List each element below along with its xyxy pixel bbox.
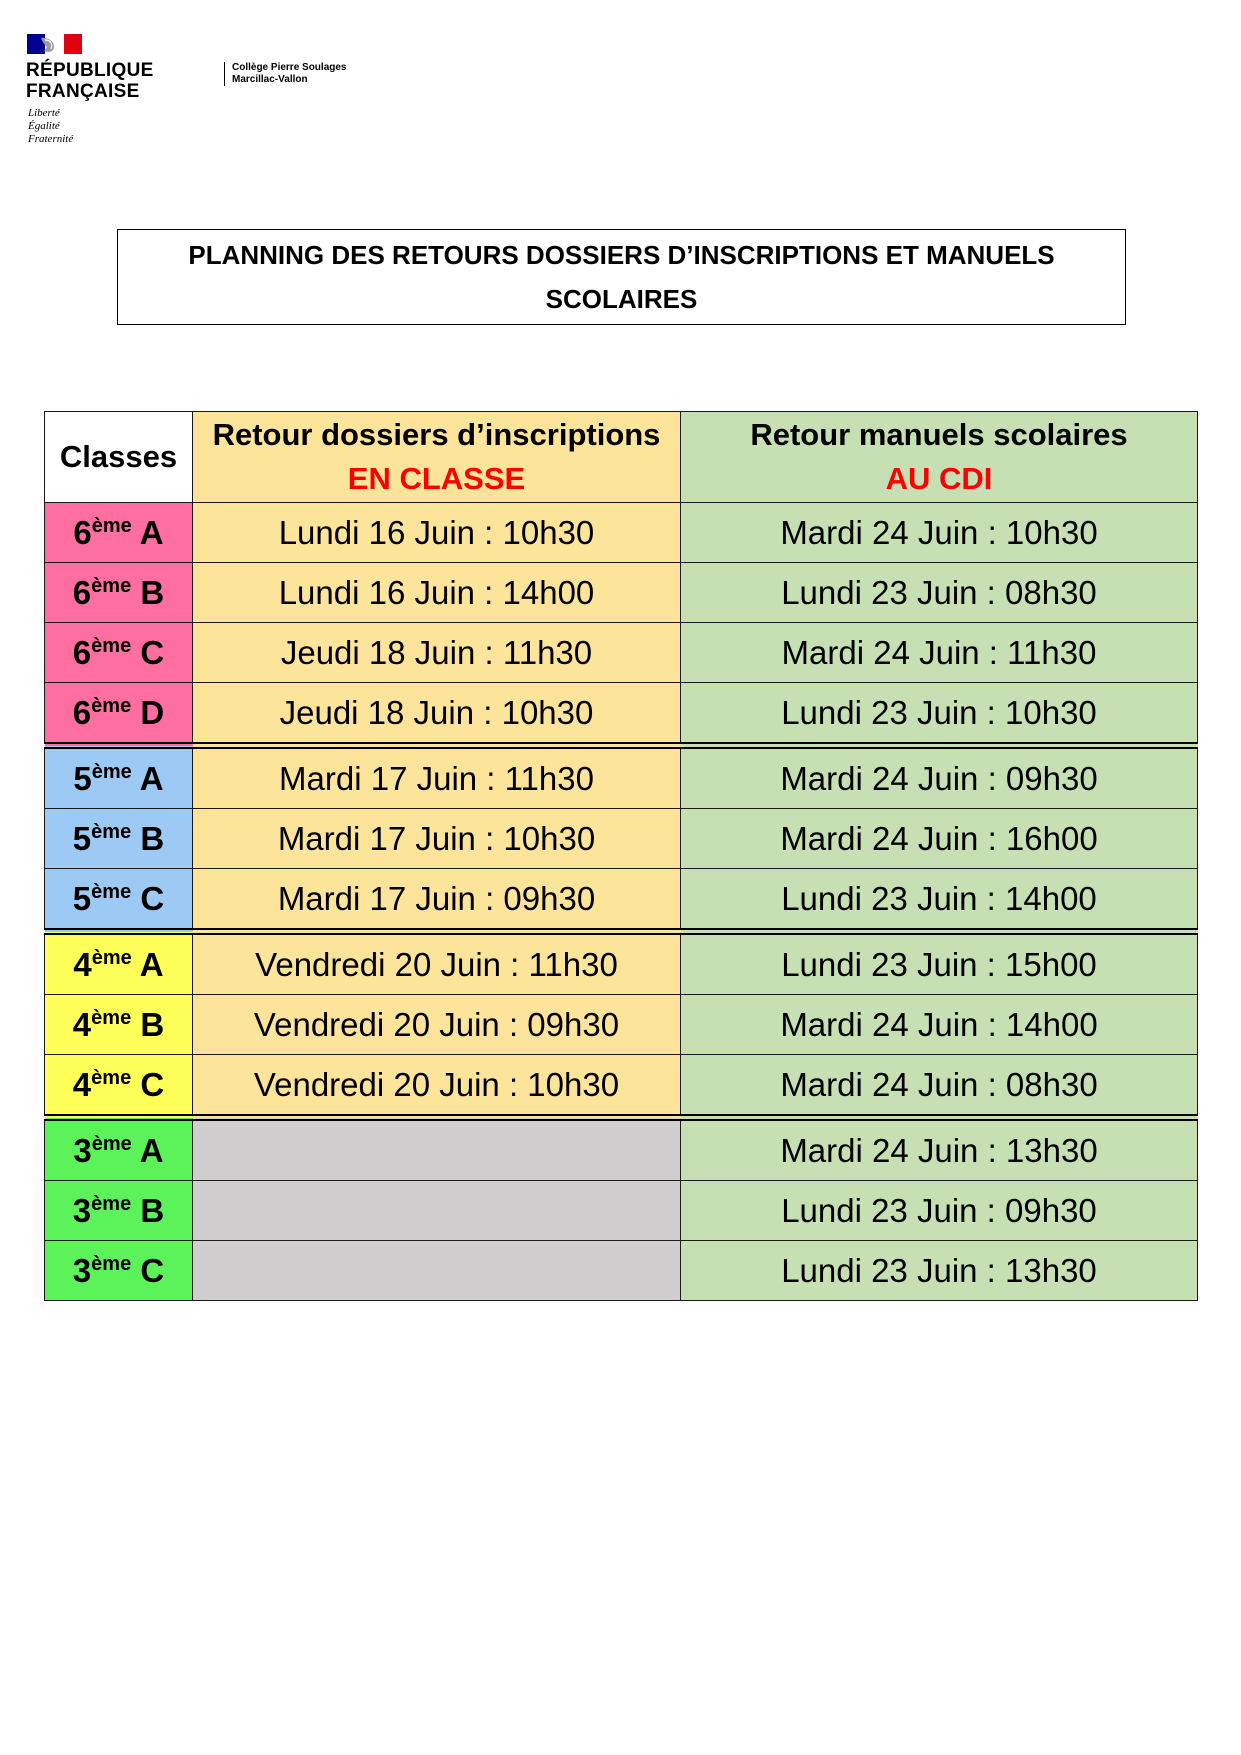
inscriptions-slot: Jeudi 18 Juin : 10h30 [193,683,681,746]
class-level-suffix: ème [91,946,132,969]
table-row [45,503,1198,563]
inscriptions-slot [193,1181,681,1241]
class-level: 5 [73,759,92,797]
manuels-slot: Mardi 24 Juin : 11h30 [681,623,1198,683]
class-letter: B [140,1005,165,1043]
manuels-slot: Lundi 23 Juin : 09h30 [681,1181,1198,1241]
manuels-slot: Lundi 23 Juin : 08h30 [681,563,1198,623]
class-letter: C [140,879,165,917]
school-name: Collège Pierre Soulages [232,62,347,73]
table-row [45,746,1198,809]
class-cell [45,746,193,809]
class-cell [45,1241,193,1301]
table-row [45,1055,1198,1118]
class-level-suffix: ème [91,1132,132,1155]
class-level: 3 [73,1131,92,1169]
manuels-slot: Lundi 23 Juin : 13h30 [681,1241,1198,1301]
class-level: 5 [72,879,92,917]
table-row [45,623,1198,683]
table-row [45,1118,1198,1181]
republic-line-1: RÉPUBLIQUE [26,60,154,81]
class-letter: A [139,513,164,551]
class-letter: A [139,1131,164,1169]
table-row [45,1241,1198,1301]
class-level-suffix: ème [91,1006,132,1029]
class-cell [45,869,193,932]
republic-line-2: FRANÇAISE [26,81,140,102]
page-title: PLANNING DES RETOURS DOSSIERS D’INSCRIPTIONS ET MANUELS SCOLAIRES [188,240,1055,314]
class-cell [45,1118,193,1181]
class-level: 6 [73,513,92,551]
motto-fraternite: Fraternité [28,133,74,145]
table-row [45,683,1198,746]
class-level: 4 [72,1005,92,1043]
class-letter: A [139,945,164,983]
inscriptions-slot: Vendredi 20 Juin : 11h30 [193,932,681,995]
class-level: 6 [72,573,92,611]
class-level-suffix: ème [91,880,132,903]
class-cell [45,932,193,995]
class-letter: C [140,1251,165,1289]
table-row [45,995,1198,1055]
class-level: 6 [72,633,92,671]
table-row [45,869,1198,932]
manuels-slot: Mardi 24 Juin : 08h30 [681,1055,1198,1118]
header-inscriptions-place: EN CLASSE [347,461,526,496]
class-level: 3 [72,1251,92,1289]
class-cell [45,1181,193,1241]
class-level: 5 [72,819,92,857]
table-row [45,809,1198,869]
manuels-slot: Mardi 24 Juin : 13h30 [681,1118,1198,1181]
manuels-slot: Lundi 23 Juin : 14h00 [681,869,1198,932]
table-row [45,932,1198,995]
header-classes: Classes [45,412,193,503]
class-level-suffix: ème [91,1192,132,1215]
header-manuels-place: AU CDI [885,461,993,496]
header-inscriptions [193,412,681,503]
inscriptions-slot [193,1118,681,1181]
school-town: Marcillac-Vallon [232,74,308,85]
class-level-suffix: ème [91,760,132,783]
motto-liberte: Liberté [28,107,60,119]
inscriptions-slot: Mardi 17 Juin : 11h30 [193,746,681,809]
manuels-slot: Lundi 23 Juin : 10h30 [681,683,1198,746]
republic-motto [28,107,73,146]
class-letter: D [140,693,165,731]
class-level: 4 [73,945,92,983]
class-letter: A [139,759,164,797]
header-manuels [681,412,1198,503]
inscriptions-slot: Lundi 16 Juin : 14h00 [193,563,681,623]
class-letter: B [140,573,165,611]
class-cell [45,683,193,746]
inscriptions-slot: Vendredi 20 Juin : 09h30 [193,995,681,1055]
table-row [45,1181,1198,1241]
school-identity [224,62,347,86]
class-level-suffix: ème [91,1066,132,1089]
manuels-slot: Mardi 24 Juin : 16h00 [681,809,1198,869]
class-cell [45,1055,193,1118]
republique-francaise-wordmark [26,60,154,102]
manuels-slot: Mardi 24 Juin : 10h30 [681,503,1198,563]
inscriptions-slot: Mardi 17 Juin : 10h30 [193,809,681,869]
class-letter: B [140,1191,165,1229]
table-row [45,563,1198,623]
header-inscriptions-title: Retour dossiers d’inscriptions [212,417,661,452]
header-manuels-title: Retour manuels scolaires [750,417,1128,452]
inscriptions-slot: Lundi 16 Juin : 10h30 [193,503,681,563]
class-level: 6 [72,693,92,731]
inscriptions-slot: Vendredi 20 Juin : 10h30 [193,1055,681,1118]
class-level-suffix: ème [91,1252,132,1275]
marianne-logo-icon [27,34,82,54]
motto-egalite: Égalité [28,120,60,132]
class-level-suffix: ème [91,634,132,657]
class-level-suffix: ème [91,574,132,597]
table-header-row [45,412,1198,503]
class-cell [45,623,193,683]
class-cell [45,809,193,869]
manuels-slot: Mardi 24 Juin : 09h30 [681,746,1198,809]
class-level: 4 [72,1065,92,1103]
class-letter: C [140,1065,165,1103]
class-level-suffix: ème [91,694,132,717]
inscriptions-slot: Jeudi 18 Juin : 11h30 [193,623,681,683]
page-title-box [117,229,1126,325]
class-cell [45,563,193,623]
manuels-slot: Mardi 24 Juin : 14h00 [681,995,1198,1055]
class-letter: B [140,819,165,857]
manuels-slot: Lundi 23 Juin : 15h00 [681,932,1198,995]
inscriptions-slot: Mardi 17 Juin : 09h30 [193,869,681,932]
class-letter: C [140,633,165,671]
schedule-table [44,411,1198,1301]
class-cell [45,503,193,563]
class-level-suffix: ème [91,514,132,537]
class-cell [45,995,193,1055]
class-level-suffix: ème [91,820,132,843]
inscriptions-slot [193,1241,681,1301]
class-level: 3 [72,1191,92,1229]
